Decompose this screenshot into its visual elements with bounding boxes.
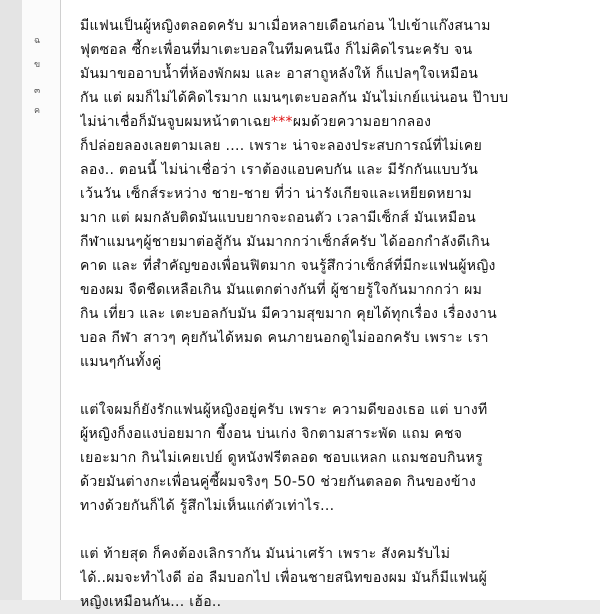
text-line: มันมาขออาบน้ำที่ห้องพักผม และ อาสาถูหลังให้ ก็แปลๆใจเหมือน bbox=[80, 66, 479, 82]
left-edge-strip bbox=[0, 0, 22, 600]
line-text: ไม่น่าเชื่อก็มันจูบผมหน้าตาเฉย bbox=[80, 114, 271, 130]
text-line: มาก แต่ ผมกลับติดมันแบบยากจะถอนตัว เวลามีเซ็กส์ มันเหมือน bbox=[80, 210, 477, 226]
paragraph-gap bbox=[80, 374, 592, 398]
text-line: แต่ ท้ายสุด ก็คงต้องเลิกรากัน มันน่าเศร้า เพราะ สังคมรับไม่ bbox=[80, 546, 451, 562]
text-line-with-stars bbox=[80, 110, 592, 134]
text-line: ผู้หญิงก็งอแงบ่อยมาก ขี้งอน บ่นเก่ง จิกตามสาระพัด แถม คชจ bbox=[80, 426, 463, 442]
red-stars: *** bbox=[270, 114, 293, 130]
text-line: คาด และ ที่สำคัญของเพื่อนฟิตมาก จนรู้สึกว่าเซ็กส์ที่มีกะแฟนผู้หญิง bbox=[80, 258, 496, 274]
text-line: ทางด้วยกันก็ได้ รู้สึกไม่เห็นแก่ตัวเท่าไร... bbox=[80, 498, 335, 514]
text-line: หญิงเหมือนกัน... เฮ้อ.. bbox=[80, 594, 222, 610]
text-line: บอล กีฬา สาวๆ คุยกันได้หมด คนภายนอกดูไม่ออกครับ เพราะ เรา bbox=[80, 330, 489, 346]
line-text: ผมด้วยความอยากลอง bbox=[292, 114, 432, 130]
margin-mark: ค bbox=[34, 106, 41, 116]
margin-mark: ข bbox=[34, 60, 41, 70]
text-line: ฟุตซอล ซี้กะเพื่อนที่มาเตะบอลในทีมคนนึง ก็ไม่คิดไรนะครับ จน bbox=[80, 42, 473, 58]
text-line: แต่ใจผมก็ยังรักแฟนผู้หญิงอยู่ครับ เพราะ ความดีของเธอ แต่ บางที bbox=[80, 402, 488, 418]
text-line: มีแฟนเป็นผู้หญิงตลอดครับ มาเมื่อหลายเดือนก่อน ไปเข้าแก๊งสนาม bbox=[80, 18, 491, 34]
margin-mark: ฉ bbox=[34, 36, 41, 46]
text-line: ด้วยมันต่างกะเพื่อนคู่ซี้ผมจริงๆ 50-50 ช่วยกันตลอด กินของข้าง bbox=[80, 474, 477, 490]
text-line: เว้นวัน เซ็กส์ระหว่าง ชาย-ชาย ที่ว่า น่ารังเกียจและเหยียดหยาม bbox=[80, 186, 473, 202]
text-line: ได้..ผมจะทำไงดี อ่อ ลืมบอกไป เพื่อนชายสนิทของผม มันก็มีแฟนผู้ bbox=[80, 570, 488, 586]
document-sheet bbox=[61, 0, 600, 610]
text-line: ของผม จืดชืดเหลือเกิน มันแตกต่างกันที่ ผู้ชายรู้ใจกันมากกว่า ผม bbox=[80, 282, 483, 298]
text-line: แมนๆกันทั้งคู่ bbox=[80, 354, 162, 370]
text-line: ลอง.. ตอนนี้ ไม่น่าเชื่อว่า เราต้องแอบคบกัน และ มีรักกันแบบวัน bbox=[80, 162, 479, 178]
document-body bbox=[80, 14, 592, 614]
text-line: เยอะมาก กินไม่เคยเปย์ ดูหนังฟรีตลอด ชอบแหลก แถมชอบกินหรู bbox=[80, 450, 483, 466]
paragraph-gap bbox=[80, 518, 592, 542]
text-line: กัน แต่ ผมก็ไม่ได้คิดไรมาก แมนๆเตะบอลกัน มันไม่เกย์แน่นอน ป๊าบบ bbox=[80, 90, 509, 106]
text-line: กิน เที่ยว และ เตะบอลกับมัน มีความสุขมาก คุยได้ทุกเรื่อง เรื่องงาน bbox=[80, 306, 497, 322]
margin-mark: ๓ bbox=[34, 86, 41, 96]
text-line: ก็ปล่อยลองเลยตามเลย .... เพราะ น่าจะลองประสบการณ์ที่ไม่เคย bbox=[80, 138, 483, 154]
text-line: กีฬาแมนๆผู้ชายมาต่อสู้กัน มันมากกว่าเซ็กส์ครับ ได้ออกกำลังดีเกิน bbox=[80, 234, 490, 250]
margin-column bbox=[22, 0, 61, 600]
